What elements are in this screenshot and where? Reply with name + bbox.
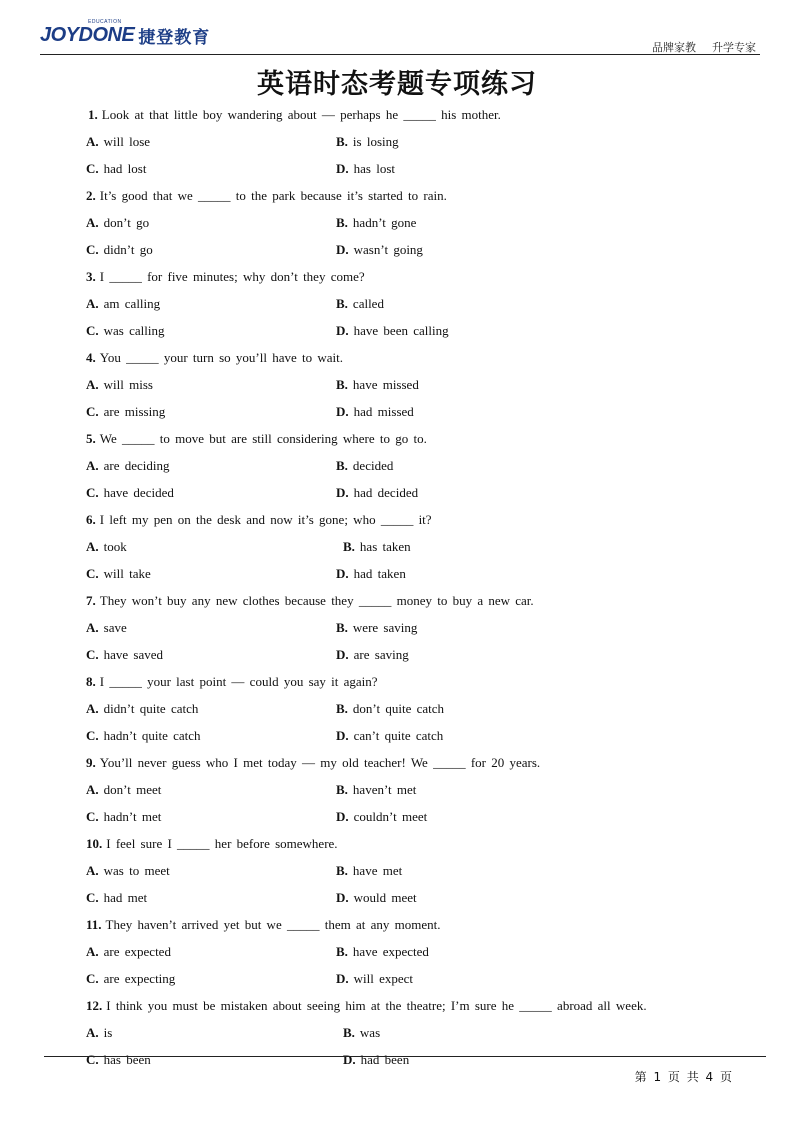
option-b: B. is losing [336,134,399,149]
question-stem: I feel sure I _____ her before somewhere. [106,836,338,851]
option-b: B. have met [336,863,403,878]
option-c: C. had met [86,890,148,905]
footer-divider [44,1056,766,1057]
option-c: C. will take [86,566,151,581]
option-b: B. has taken [343,539,411,554]
option-b: B. were saving [336,620,418,635]
question-12 [86,996,736,1077]
question-number: 5. [86,431,96,446]
question-6 [86,510,736,591]
question-stem: They won’t buy any new clothes because they _____ money to buy a new car. [99,593,534,608]
option-d: D. would meet [336,890,417,905]
question-stem: Look at that little boy wandering about — perhaps he _____ his mother. [101,107,501,122]
option-a: A. don’t meet [86,782,162,797]
option-b: B. don’t quite catch [336,701,445,716]
question-7 [86,591,736,672]
option-a: A. save [86,620,127,635]
page-header [40,19,758,56]
question-number: 8. [86,674,96,689]
question-stem: It’s good that we _____ to the park because it’s started to rain. [99,188,447,203]
question-stem: They haven’t arrived yet but we _____ them at any moment. [105,917,441,932]
option-a: A. will lose [86,134,151,149]
option-b: B. hadn’t gone [336,215,417,230]
option-c: C. are expecting [86,971,176,986]
question-stem: You’ll never guess who I met today — my old teacher! We _____ for 20 years. [99,755,541,770]
option-a: A. don’t go [86,215,150,230]
option-c: C. have decided [86,485,174,500]
logo-sub-text: EDUCATION [88,19,122,25]
option-d: D. wasn’t going [336,242,423,257]
header-slogan [652,39,756,55]
option-a: A. took [86,539,127,554]
option-d: D. has lost [336,161,396,176]
option-a: A. is [86,1025,113,1040]
option-d: D. are saving [336,647,409,662]
option-c: C. hadn’t quite catch [86,728,201,743]
option-b: B. haven’t met [336,782,417,797]
option-b: B. have missed [336,377,419,392]
option-d: D. will expect [336,971,414,986]
question-3 [86,267,736,348]
question-number: 4. [86,350,96,365]
option-a: A. will miss [86,377,153,392]
option-b: B. was [343,1025,381,1040]
question-number: 1. [88,107,98,122]
option-d: D. had taken [336,566,406,581]
logo-chinese-text: 捷登教育 [138,27,211,48]
question-number: 3. [86,269,96,284]
question-2 [86,186,736,267]
joydone-logo [40,19,216,48]
option-c: C. had lost [86,161,147,176]
question-5 [86,429,736,510]
option-a: A. am calling [86,296,161,311]
question-number: 9. [86,755,96,770]
option-c: C. didn’t go [86,242,153,257]
question-stem: You _____ your turn so you’ll have to wait. [99,350,344,365]
question-stem: I _____ for five minutes; why don’t they come? [99,269,365,284]
option-d: D. can’t quite catch [336,728,444,743]
option-a: A. are expected [86,944,171,959]
option-a: A. was to meet [86,863,170,878]
option-c: C. are missing [86,404,166,419]
question-number: 12. [86,998,103,1013]
question-1 [86,105,736,186]
option-b: B. decided [336,458,394,473]
question-stem: I _____ your last point — could you say it again? [99,674,378,689]
option-d: D. couldn’t meet [336,809,428,824]
option-c: C. hadn’t met [86,809,162,824]
question-number: 10. [86,836,103,851]
question-stem: I left my pen on the desk and now it’s gone; who _____ it? [99,512,432,527]
question-stem: I think you must be mistaken about seeing him at the theatre; I’m sure he _____ abroad all week. [106,998,647,1013]
option-a: A. are deciding [86,458,170,473]
option-a: A. didn’t quite catch [86,701,199,716]
option-c: C. was calling [86,323,165,338]
question-4 [86,348,736,429]
slogan-brand-tutoring: 品牌家教 [652,41,696,54]
question-list [86,105,736,1077]
question-number: 11. [86,917,102,932]
logo-latin-text: JOYDONE [40,23,135,46]
question-11 [86,915,736,996]
question-number: 6. [86,512,96,527]
question-9 [86,753,736,834]
option-c: C. has been [86,1052,151,1067]
question-8 [86,672,736,753]
page-title: 英语时态考题专项练习 [257,69,537,100]
page-number: 第 1 页 共 4 页 [634,1070,732,1084]
slogan-admission-expert: 升学专家 [712,41,756,54]
option-d: D. had missed [336,404,414,419]
option-d: D. had been [343,1052,410,1067]
option-d: D. had decided [336,485,419,500]
option-b: B. called [336,296,384,311]
question-number: 7. [86,593,96,608]
question-stem: We _____ to move but are still considering where to go to. [99,431,427,446]
option-c: C. have saved [86,647,164,662]
question-number: 2. [86,188,96,203]
header-divider [40,54,760,55]
question-10 [86,834,736,915]
option-b: B. have expected [336,944,429,959]
option-d: D. have been calling [336,323,449,338]
